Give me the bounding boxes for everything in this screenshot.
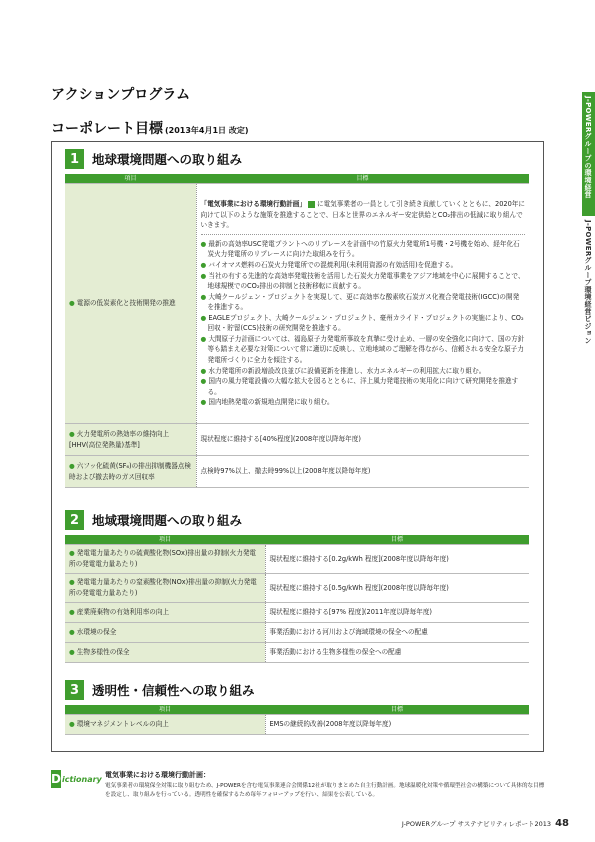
- table-row: [65, 545, 529, 574]
- group-table-1: [65, 174, 529, 488]
- list-item: ● 最新の高効率USC発電プラントへのリプレースを計画中の竹原火力発電所1号機・2号機を始め、経年化石炭火力発電所のリプレースに向けた取組みを行う。: [200, 239, 520, 259]
- row-item: ● 産業廃棄物の有効利用率の向上: [65, 603, 265, 623]
- action-plan-term: 「電気事業における環境行動計画」: [200, 200, 306, 209]
- row-target: [196, 184, 529, 424]
- row-item: ● 六フッ化硫黄(SF₆)の排出抑制機器点検時および撤去時のガス回収率: [65, 456, 196, 488]
- table-header-row: [65, 535, 529, 545]
- row-target: 事業活動における生物多様性の保全への配慮: [265, 643, 529, 663]
- row-target: 現状程度に維持する[40%程度](2008年度以降毎年度): [196, 424, 529, 456]
- section-title: [51, 118, 249, 138]
- list-item: ● 大間原子力計画については、福島原子力発電所事故を真摯に受け止め、一層の安全強化に向けて、国の方針等も踏まえ必要な対策について常に適切に反映し、立地地域のご理解を得ながら、信頼される安全な原子力発電所づくりに全力を傾注する。: [200, 334, 525, 364]
- column-header-target: 目標: [196, 174, 529, 184]
- section-title-text: コーポレート目標: [51, 121, 163, 137]
- page-title: アクションプログラム: [51, 87, 191, 103]
- row-item: ● 水環境の保全: [65, 623, 265, 643]
- table-row: [65, 623, 529, 643]
- column-header-target: 目標: [265, 535, 529, 545]
- row-target: 現状程度に維持する[0.5g/kWh 程度](2008年度以降毎年度): [265, 574, 529, 603]
- row-target: 現状程度に維持する[97% 程度](2011年度以降毎年度): [265, 603, 529, 623]
- row-item: ● 環境マネジメントレベルの向上: [65, 715, 265, 735]
- group-title: 透明性・信頼性への取り組み: [92, 683, 255, 698]
- group-header-2: [65, 509, 242, 531]
- list-item: ● バイオマス燃料の石炭火力発電所での混焼利用(未利用資源の有効活用)を促進する。: [200, 261, 458, 270]
- target-lead: 「電気事業における環境行動計画」 に電気事業者の一員として引き続き貢献していくとともに、2020年に向けて以下のような施策を推進することで、日本と世界のエネルギー安定供給とCO₂排出の低減に取り組んでいきます。: [201, 199, 526, 235]
- dictionary-icon: D ictionary: [51, 772, 102, 786]
- row-item: ● 発電電力量あたりの硫黄酸化物(SOx)排出量の抑制(火力発電所の発電電力量あたり): [65, 545, 265, 574]
- row-target: 現状程度に維持する[0.2g/kWh 程度](2008年度以降毎年度): [265, 545, 529, 574]
- list-item: ● 大崎クールジェン・プロジェクトを実現して、更に高効率な酸素吹石炭ガス化複合発電技術(IGCC)の開発を推進する。: [200, 292, 520, 312]
- group-table-2: [65, 535, 529, 663]
- group-header-3: [65, 679, 255, 701]
- table-row: [65, 184, 529, 424]
- group-title: 地球環境問題への取り組み: [92, 152, 243, 167]
- group-table-3: [65, 705, 529, 735]
- group-number: 3: [65, 680, 84, 700]
- dictionary-marker-icon: [308, 201, 315, 208]
- table-row: [65, 643, 529, 663]
- column-header-target: 目標: [265, 705, 529, 715]
- table-row: [65, 603, 529, 623]
- column-header-item: 項目: [65, 705, 265, 715]
- list-item: ● 水力発電所の新設増設改良並びに設備更新を推進し、水力エネルギーの利用拡大に取り組む。: [200, 366, 486, 375]
- column-header-item: 項目: [65, 535, 265, 545]
- table-row: [65, 715, 529, 735]
- side-tab-environment-management[interactable]: [582, 92, 595, 216]
- group-number: 1: [65, 149, 84, 169]
- group-title: 地域環境問題への取り組み: [92, 513, 243, 528]
- list-item: ● 国内地熱発電の新規地点開発に取り組む。: [200, 398, 334, 407]
- report-name: J-POWERグループ サステナビリティレポート2013: [401, 820, 552, 828]
- row-target: 点検時97%以上、撤去時99%以上(2008年度以降毎年度): [196, 456, 529, 488]
- group-number: 2: [65, 510, 84, 530]
- side-tab-label: J-POWERグループの環境経営: [584, 96, 592, 199]
- dictionary-definition: 電気事業者の環境保全対策に取り組むため、J-POWERを含む電気事業連合会関係12社が取りまとめた自主行動計画。地球温暖化対策や循環型社会の構築について具体的な目標を設定し、取り組みを行っている。透明性を確保するため毎年フォローアップを行い、結果を公表している。: [105, 782, 545, 798]
- table-header-row: [65, 705, 529, 715]
- target-bullet-list: [201, 239, 526, 408]
- dictionary-term: 電気事業における環境行動計画：: [105, 771, 210, 779]
- list-item: ● 当社の有する先進的な高効率発電技術を活用した石炭火力発電事業をアジア地域を中心に展開することで、地球規模でのCO₂排出の抑制と技術移転に貢献する。: [200, 271, 525, 291]
- row-target: 事業活動における河川および海域環境の保全への配慮: [265, 623, 529, 643]
- group-header-1: [65, 148, 242, 170]
- row-item: ● 火力発電所の熱効率の維持向上[HHV(高位発熱量)基準]: [65, 424, 196, 456]
- side-tab-environment-vision[interactable]: [582, 216, 595, 346]
- row-item: ● 生物多様性の保全: [65, 643, 265, 663]
- row-item: ● 発電電力量あたりの窒素酸化物(NOx)排出量の抑制(火力発電所の発電電力量あたり): [65, 574, 265, 603]
- column-header-item: 項目: [65, 174, 196, 184]
- table-row: [65, 424, 529, 456]
- row-item: ● 電源の低炭素化と技術開発の推進: [65, 184, 196, 424]
- list-item: ● EAGLEプロジェクト、大崎クールジェン・プロジェクト、豪州カライド・プロジェクトの実施により、CO₂回収・貯留(CCS)技術の研究開発を推進する。: [200, 313, 524, 333]
- table-row: [65, 574, 529, 603]
- page-number: 48: [555, 818, 569, 829]
- side-tab-label: J-POWERグループ環境経営ビジョン: [584, 220, 592, 345]
- section-subtitle: (2013年4月1日 改定): [165, 126, 249, 135]
- table-row: [65, 456, 529, 488]
- list-item: ● 国内の風力発電設備の大幅な拡大を図るとともに、洋上風力発電技術の実用化に向けて研究開発を推進する。: [200, 377, 519, 396]
- page-footer: [402, 818, 569, 829]
- dictionary-box: [51, 770, 551, 816]
- table-header-row: [65, 174, 529, 184]
- row-target: EMSの継続的改善(2008年度以降毎年度): [265, 715, 529, 735]
- dictionary-text: [105, 770, 545, 799]
